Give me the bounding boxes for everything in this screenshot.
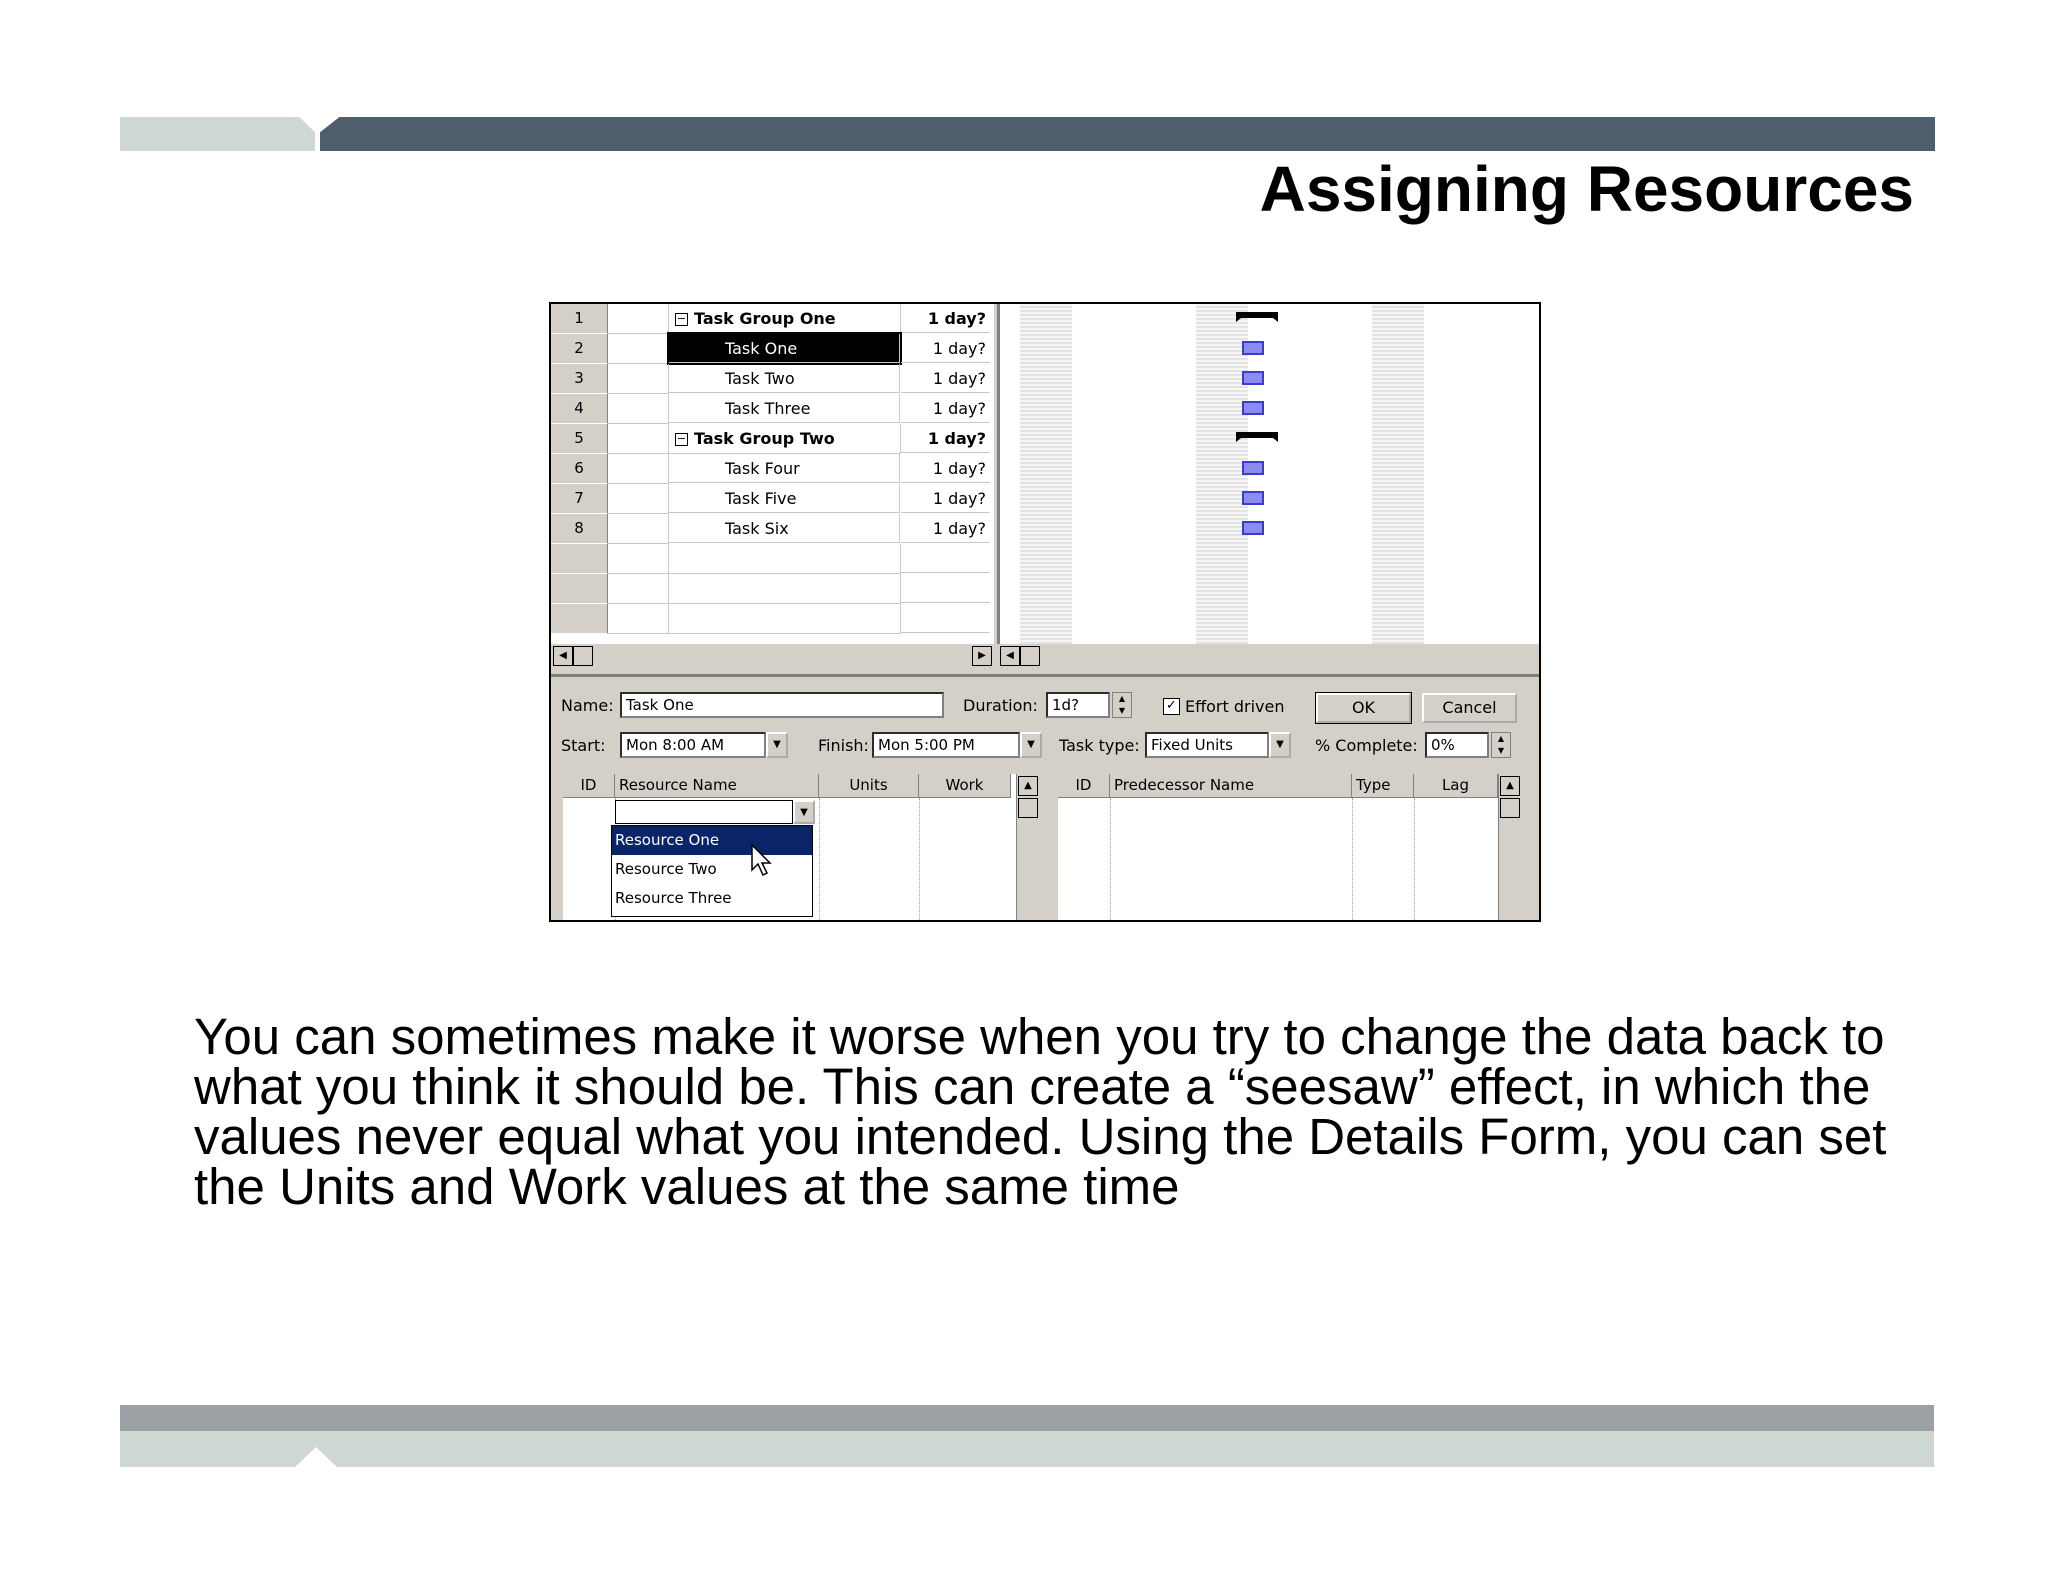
scroll-left-icon[interactable]: ◀ xyxy=(553,646,573,666)
duration-cell[interactable] xyxy=(901,544,990,573)
gantt-hscrollbar[interactable] xyxy=(997,646,1539,666)
effort-driven-label: Effort driven xyxy=(1185,697,1285,716)
dropdown-option[interactable]: Resource Three xyxy=(615,889,732,907)
duration-cell[interactable]: 1 day? xyxy=(901,424,990,453)
gantt-task-bar[interactable] xyxy=(1242,341,1264,355)
project-screenshot xyxy=(549,302,1541,922)
resources-vscrollbar[interactable] xyxy=(1016,774,1039,920)
duration-cell[interactable]: 1 day? xyxy=(901,304,990,333)
collapse-icon[interactable]: − xyxy=(676,432,687,445)
gantt-task-bar[interactable] xyxy=(1242,401,1264,415)
column-header-units[interactable]: Units xyxy=(819,774,919,798)
indicator-cell xyxy=(608,454,669,484)
nonworking-time-stripe xyxy=(1196,304,1248,644)
row-number: 7 xyxy=(551,484,608,514)
task-name: Task Group Two xyxy=(694,429,835,448)
duration-cell[interactable]: 1 day? xyxy=(901,484,990,513)
task-name-cell[interactable] xyxy=(669,574,901,604)
header-accent-tab xyxy=(120,117,315,151)
table-row-empty[interactable] xyxy=(551,574,994,604)
duration-cell[interactable]: 1 day? xyxy=(901,454,990,483)
resource-dropdown-list[interactable] xyxy=(611,825,813,917)
indicator-cell xyxy=(608,334,669,364)
duration-field[interactable]: 1d? xyxy=(1046,692,1110,718)
table-row[interactable] xyxy=(551,484,994,514)
scroll-right-icon[interactable]: ▶ xyxy=(972,646,992,666)
percent-complete-label: % Complete: xyxy=(1315,736,1418,755)
table-row[interactable] xyxy=(551,514,994,544)
duration-cell[interactable] xyxy=(901,604,990,633)
slide-title: Assigning Resources xyxy=(1259,153,1914,225)
resource-name-input[interactable] xyxy=(615,800,793,824)
task-name-cell[interactable] xyxy=(669,544,901,574)
task-name: Task One xyxy=(725,339,798,358)
row-number: 2 xyxy=(551,334,608,364)
indicator-cell xyxy=(608,574,669,604)
duration-spinner[interactable]: ▲ ▼ xyxy=(1112,692,1132,718)
gantt-task-bar[interactable] xyxy=(1242,521,1264,535)
start-label: Start: xyxy=(561,736,606,755)
task-name: Task Four xyxy=(725,459,800,478)
column-header-lag[interactable]: Lag xyxy=(1414,774,1498,798)
predecessors-grid[interactable] xyxy=(1058,774,1520,920)
task-name-cell[interactable] xyxy=(669,454,900,483)
column-divider xyxy=(919,798,920,920)
task-name-cell[interactable] xyxy=(669,364,900,393)
task-name-cell[interactable] xyxy=(669,394,900,423)
dropdown-option[interactable]: Resource Two xyxy=(615,860,717,878)
scroll-left-icon[interactable]: ◀ xyxy=(1000,646,1020,666)
row-number: 3 xyxy=(551,364,608,394)
row-number xyxy=(551,604,608,634)
table-row[interactable] xyxy=(551,334,994,364)
dropdown-option[interactable]: Resource One xyxy=(612,826,812,855)
cancel-button[interactable]: Cancel xyxy=(1422,693,1517,723)
indicator-cell xyxy=(608,484,669,514)
row-number: 1 xyxy=(551,304,608,334)
duration-cell[interactable]: 1 day? xyxy=(901,334,990,363)
predecessors-vscrollbar[interactable] xyxy=(1498,774,1521,920)
gantt-chart xyxy=(997,304,1541,644)
row-number: 6 xyxy=(551,454,608,484)
footer-bar xyxy=(120,1405,1934,1431)
header-bar xyxy=(320,117,1935,151)
duration-cell[interactable]: 1 day? xyxy=(901,364,990,393)
indicator-cell xyxy=(608,544,669,574)
nonworking-time-stripe xyxy=(1372,304,1424,644)
task-table xyxy=(551,304,994,644)
gantt-task-bar[interactable] xyxy=(1242,461,1264,475)
task-name: Task Six xyxy=(725,519,789,538)
indicator-cell xyxy=(608,394,669,424)
column-divider xyxy=(1110,798,1111,920)
effort-driven-checkbox[interactable]: ✓ xyxy=(1163,698,1180,715)
start-dropdown-icon[interactable]: ▼ xyxy=(766,732,788,758)
collapse-icon[interactable]: − xyxy=(676,312,687,325)
table-row[interactable] xyxy=(551,394,994,424)
table-hscrollbar[interactable] xyxy=(551,646,994,666)
indicator-cell xyxy=(608,364,669,394)
column-header-id[interactable]: ID xyxy=(563,774,615,798)
table-row[interactable] xyxy=(551,304,994,334)
task-name-cell[interactable] xyxy=(669,514,900,543)
task-type-select[interactable]: Fixed Units xyxy=(1145,732,1269,758)
ok-button[interactable]: OK xyxy=(1316,693,1411,723)
task-name: Task Five xyxy=(725,489,797,508)
task-name-cell-selected[interactable] xyxy=(669,334,900,363)
indicator-cell xyxy=(608,304,669,334)
gantt-task-bar[interactable] xyxy=(1242,371,1264,385)
column-divider xyxy=(1352,798,1353,920)
row-number: 4 xyxy=(551,394,608,424)
finish-label: Finish: xyxy=(818,736,869,755)
duration-cell[interactable]: 1 day? xyxy=(901,394,990,423)
resource-name-dropdown-icon[interactable]: ▼ xyxy=(793,800,815,824)
mouse-pointer-icon xyxy=(751,844,773,878)
column-header-predecessor-name[interactable]: Predecessor Name xyxy=(1110,774,1352,798)
finish-field[interactable]: Mon 5:00 PM xyxy=(872,732,1020,758)
column-divider xyxy=(1414,798,1415,920)
row-number xyxy=(551,544,608,574)
row-number: 5 xyxy=(551,424,608,454)
task-name-cell[interactable] xyxy=(669,484,900,513)
row-number xyxy=(551,574,608,604)
start-field[interactable]: Mon 8:00 AM xyxy=(620,732,766,758)
task-name: Task Group One xyxy=(694,309,836,328)
task-name-cell[interactable] xyxy=(669,304,901,334)
duration-label: Duration: xyxy=(963,696,1038,715)
column-header-work[interactable]: Work xyxy=(919,774,1011,798)
split-bar[interactable] xyxy=(551,674,1539,677)
column-header-type[interactable]: Type xyxy=(1352,774,1414,798)
column-header-id[interactable]: ID xyxy=(1058,774,1110,798)
nonworking-time-stripe xyxy=(1020,304,1072,644)
scroll-thumb[interactable] xyxy=(573,646,593,666)
row-number: 8 xyxy=(551,514,608,544)
task-name-cell[interactable] xyxy=(669,424,901,454)
duration-cell[interactable] xyxy=(901,574,990,603)
column-divider xyxy=(819,798,820,920)
table-row[interactable] xyxy=(551,454,994,484)
name-field[interactable]: Task One xyxy=(620,692,944,718)
indicator-cell xyxy=(608,514,669,544)
table-row[interactable] xyxy=(551,364,994,394)
table-row-empty[interactable] xyxy=(551,604,994,634)
finish-dropdown-icon[interactable]: ▼ xyxy=(1020,732,1042,758)
percent-complete-spinner[interactable]: ▲ ▼ xyxy=(1491,732,1511,758)
indicator-cell xyxy=(608,604,669,634)
column-header-resource-name[interactable]: Resource Name xyxy=(615,774,819,798)
percent-complete-field[interactable]: 0% xyxy=(1425,732,1489,758)
task-name-cell[interactable] xyxy=(669,604,901,634)
indicator-cell xyxy=(608,424,669,454)
footer-accent-bar xyxy=(120,1431,1934,1467)
slide-body-text: You can sometimes make it worse when you try to change the data back to what you think it should be. This can create a “seesaw” effect, in which the values never equal what you intended. Using the Details Form, you can set the Units and Work values at the same time xyxy=(194,1008,1887,1215)
task-type-dropdown-icon[interactable]: ▼ xyxy=(1269,732,1291,758)
task-name: Task Three xyxy=(725,399,811,418)
task-type-label: Task type: xyxy=(1059,736,1140,755)
scroll-up-icon[interactable]: ▲ xyxy=(1500,776,1520,796)
scroll-up-icon[interactable]: ▲ xyxy=(1018,776,1038,796)
scroll-thumb[interactable] xyxy=(1500,798,1520,818)
table-row-empty[interactable] xyxy=(551,544,994,574)
scroll-thumb[interactable] xyxy=(1018,798,1038,818)
name-label: Name: xyxy=(561,696,614,715)
table-row[interactable] xyxy=(551,424,994,454)
gantt-task-bar[interactable] xyxy=(1242,491,1264,505)
task-name: Task Two xyxy=(725,369,795,388)
scroll-thumb[interactable] xyxy=(1020,646,1040,666)
duration-cell[interactable]: 1 day? xyxy=(901,514,990,543)
